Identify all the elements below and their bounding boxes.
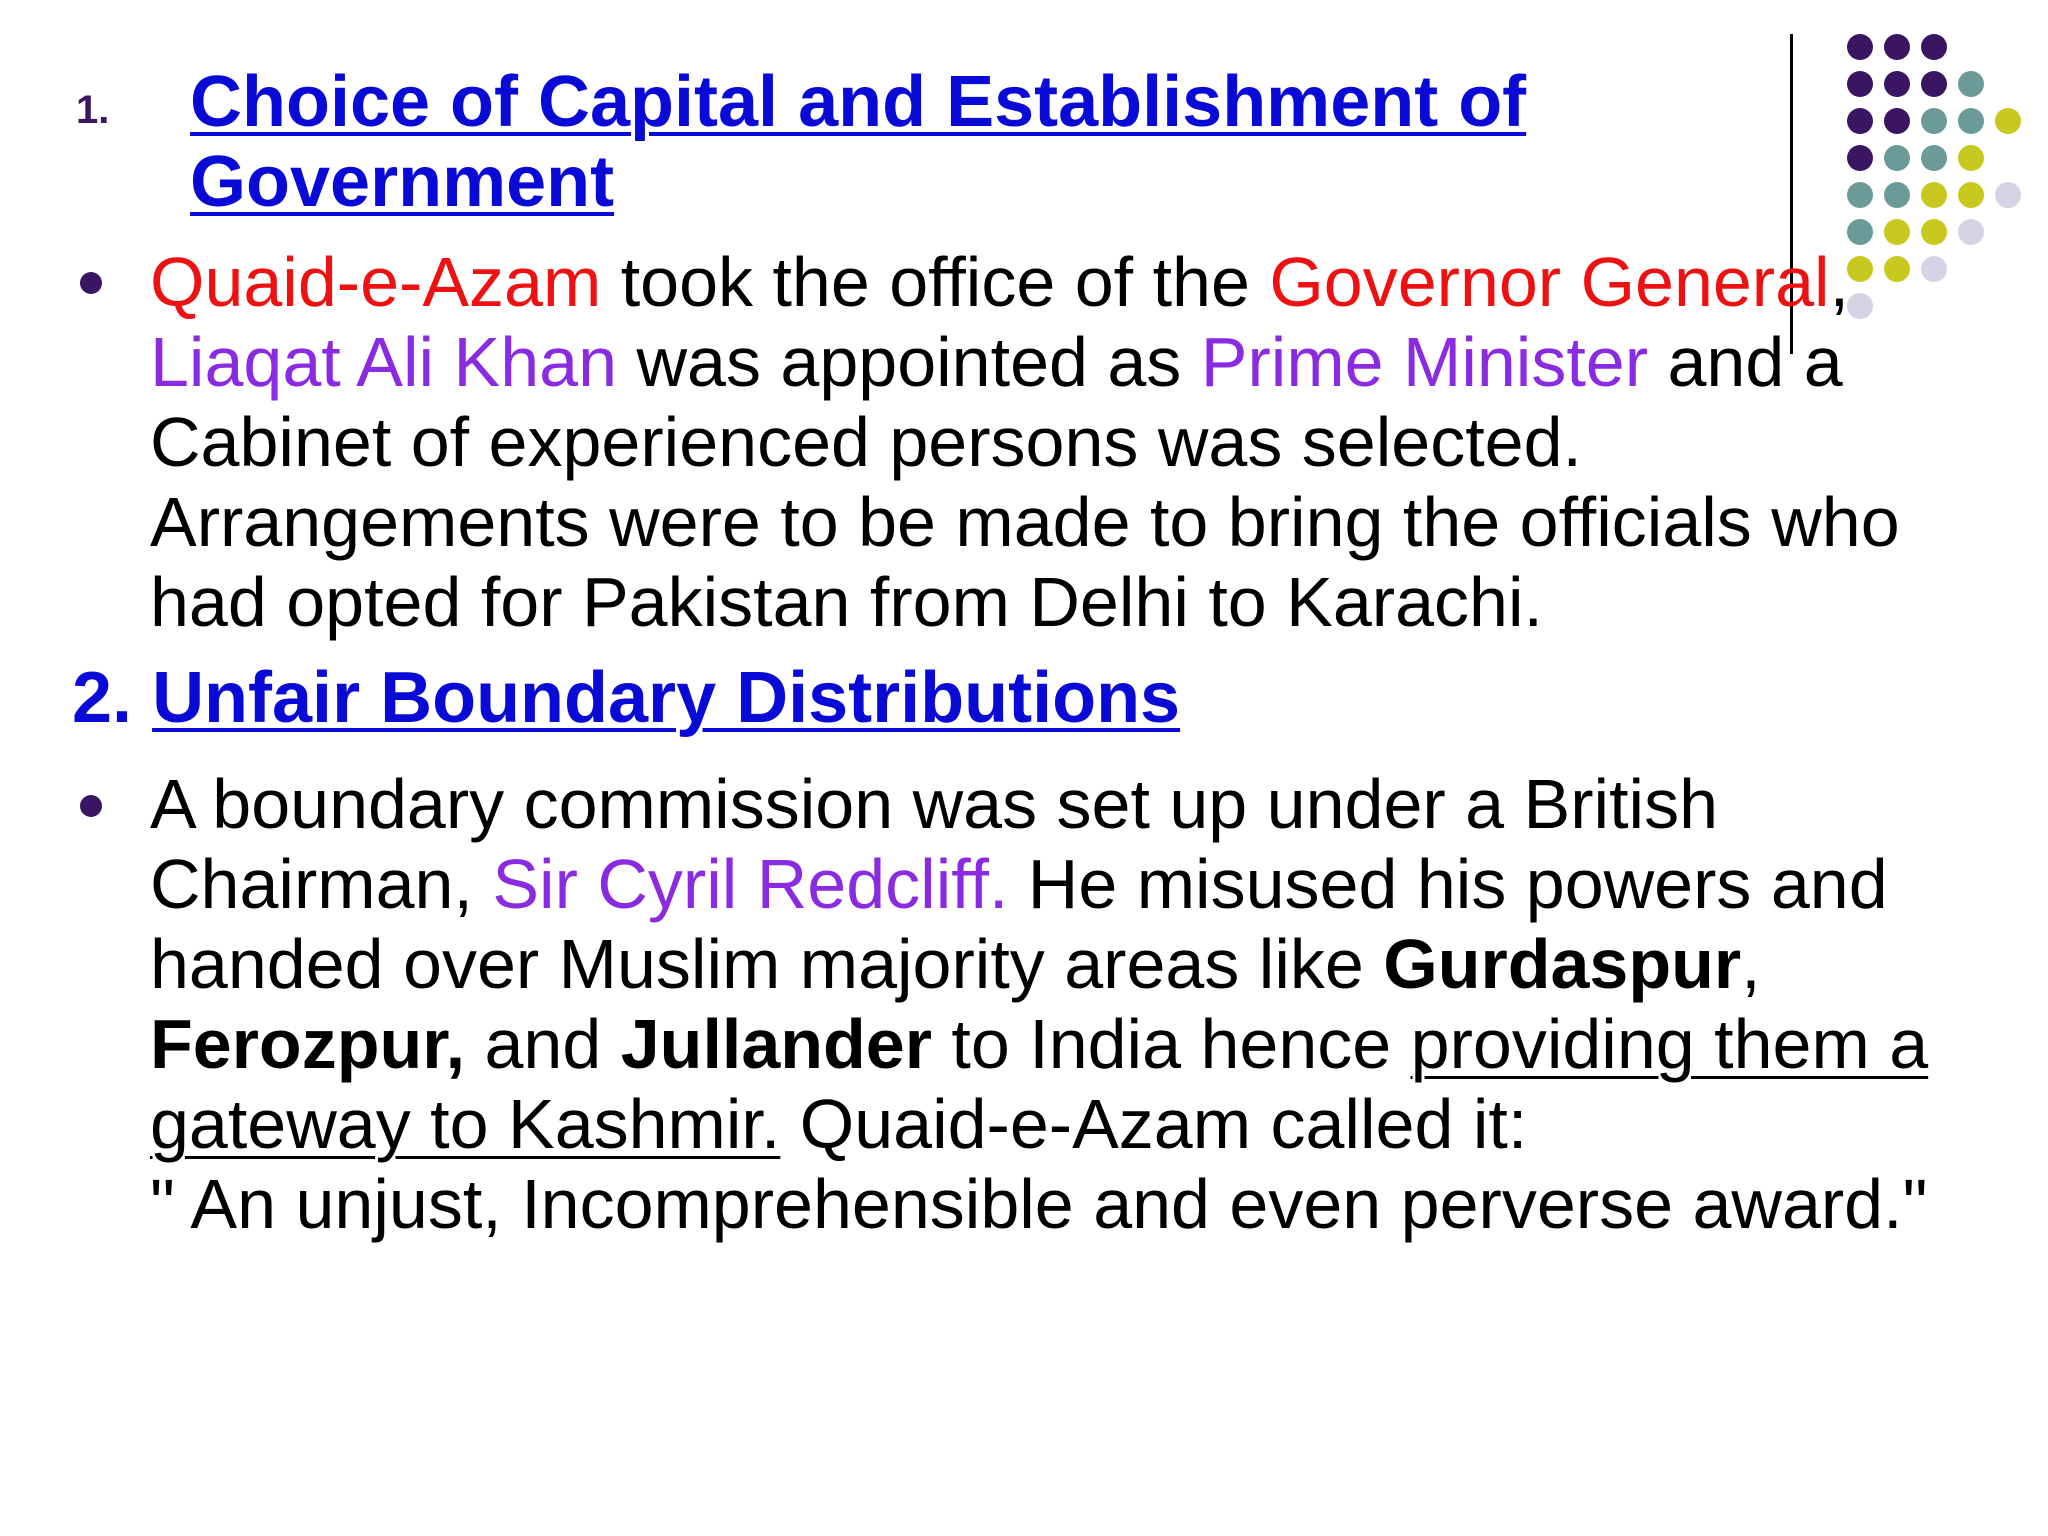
decorative-dot (1958, 71, 1984, 97)
decorative-dot (1884, 182, 1910, 208)
bullet-1-text: Quaid-e-Azam took the office of the Governor General, Liaqat Ali Khan was appointed as Prime Minister and a Cabinet of experienced persons was selected. Arrangements were to be made to bring the officials who had opted for Pakistan from Delhi to Karachi. (150, 243, 1900, 641)
decorative-dot (1847, 71, 1873, 97)
decorative-dot (1921, 34, 1947, 60)
decorative-dot (1921, 108, 1947, 134)
bullet-1-marker (80, 272, 102, 294)
bullet-2-marker (80, 795, 102, 817)
section-2-number: 2. (72, 658, 133, 738)
decorative-dot (1847, 182, 1873, 208)
decorative-dot (1921, 145, 1947, 171)
section-1-number: 1. (76, 88, 110, 132)
place-jullander: Jullander (620, 1005, 932, 1083)
decorative-dot (1884, 145, 1910, 171)
underlined-gateway-phrase: providing them a gateway to Kashmir. (150, 1005, 1929, 1163)
name-sir-cyril-redcliff: Sir Cyril Redcliff. (492, 845, 1009, 923)
decorative-dot (1958, 108, 1984, 134)
section-2-heading (72, 658, 1180, 738)
place-ferozpur: Ferozpur, (150, 1005, 466, 1083)
decorative-dot (1921, 182, 1947, 208)
decorative-dot (1847, 108, 1873, 134)
decorative-dot (1958, 145, 1984, 171)
title-prime-minister: Prime Minister (1200, 323, 1649, 401)
decorative-dot (1884, 108, 1910, 134)
decorative-dot (1847, 34, 1873, 60)
decorative-dot (1884, 71, 1910, 97)
decorative-dot (1847, 145, 1873, 171)
place-gurdaspur: Gurdaspur (1383, 925, 1742, 1003)
name-liaqat-ali-khan: Liaqat Ali Khan (150, 323, 618, 401)
quote-text: " An unjust, Incomprehensible and even perverse award." (150, 1165, 1928, 1243)
decorative-dot (1921, 71, 1947, 97)
decorative-dot (1995, 182, 2021, 208)
section-1-heading[interactable]: Choice of Capital and Establishment of Government (190, 62, 1527, 222)
decorative-dot (1884, 34, 1910, 60)
section-2-title[interactable]: Unfair Boundary Distributions (152, 658, 1181, 738)
decorative-dot (1958, 182, 1984, 208)
bullet-2-text: A boundary commission was set up under a British Chairman, Sir Cyril Redcliff. He misused his powers and handed over Muslim majority areas like Gurdaspur, Ferozpur, and Jullander to India hence providing them a gateway to Kashmir. Quaid-e-Azam called it: " An unjust, Incomprehensible and even perverse award." (150, 765, 1929, 1243)
title-governor-general: Governor General (1269, 243, 1830, 321)
decorative-dot (1995, 108, 2021, 134)
name-quaid-e-azam: Quaid-e-Azam (150, 243, 602, 321)
